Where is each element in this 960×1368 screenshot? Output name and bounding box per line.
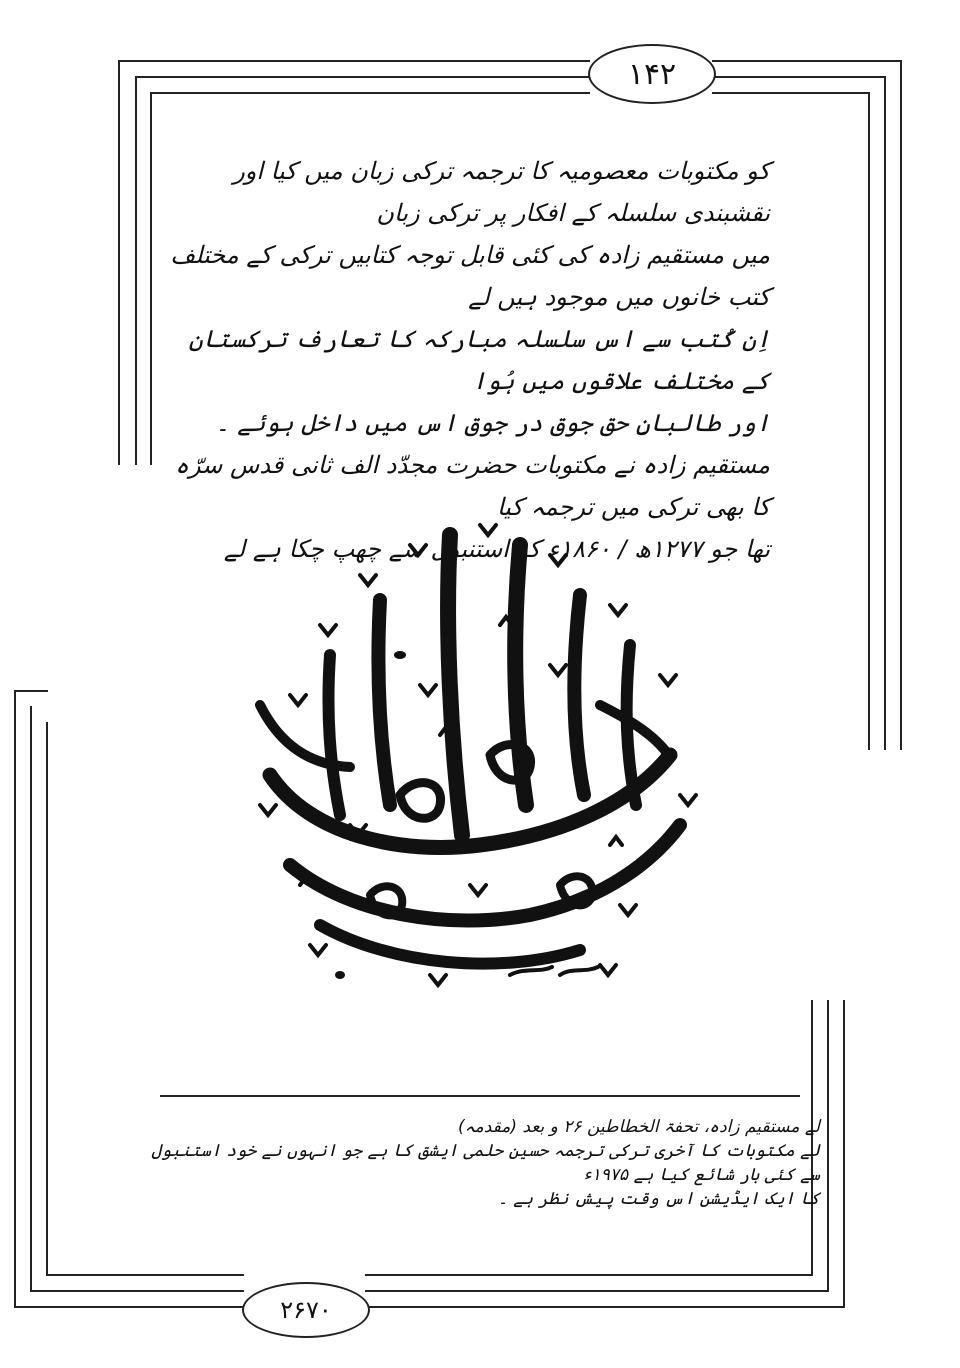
footnote-line: کا ایک ایڈیشن اس وقت پیش نظر ہے ۔ bbox=[497, 1189, 820, 1209]
frame-bottom-right-h2 bbox=[365, 1290, 829, 1292]
frame-left-v3 bbox=[150, 92, 152, 465]
page-number-bottom-text: ۲۶۷۰ bbox=[280, 1296, 332, 1324]
frame-bottom-h2 bbox=[30, 1290, 244, 1292]
frame-top-left-h3 bbox=[150, 92, 590, 94]
frame-top-left-h1 bbox=[118, 60, 590, 62]
frame-top-right-h2 bbox=[712, 76, 886, 78]
frame-left-lower-v2 bbox=[30, 706, 32, 1292]
body-line: اِن کُتب سے اس سلسلہ مبارکہ کا تعارف ترکستان کے مختلف علاقوں میں ہُوا bbox=[188, 325, 770, 395]
footnote-line: لے مستقیم زادہ، تحفۃ الخطاطین ۲۶ و بعد (مقدمہ) bbox=[458, 1117, 820, 1137]
frame-left-v1 bbox=[118, 60, 120, 465]
frame-bottom-right-h1 bbox=[365, 1306, 845, 1308]
frame-bottom-h1 bbox=[14, 1306, 244, 1308]
footnote-rule bbox=[160, 1095, 800, 1097]
body-line: میں مستقیم زادہ کی کئی قابل توجہ کتابیں ترکی کے مختلف کتب خانوں میں موجود ہیں لے bbox=[170, 241, 770, 311]
body-line: تھا جو ۱۲۷۷ھ / ۱۸۶۰ء کو استنبول سے چھپ چکا ہے لے bbox=[223, 535, 770, 563]
frame-right-v3 bbox=[868, 92, 870, 750]
footnote-line: لے مکتوبات کا آخری ترکی ترجمہ حسین حلمی ایشق کا ہے جو انہوں نے خود استنبول سے کئی بار شائع کیا ہے ۱۹۷۵ء bbox=[151, 1141, 820, 1185]
frame-top-right-h3 bbox=[712, 92, 870, 94]
frame-left-lower-h-top1 bbox=[14, 690, 48, 692]
frame-top-right-h1 bbox=[712, 60, 902, 62]
page-number-top-text: ۱۴۲ bbox=[627, 56, 677, 92]
frame-right-lower-v1 bbox=[843, 1000, 845, 1308]
calligraphy-roundel bbox=[200, 505, 740, 1025]
page-number-top bbox=[588, 44, 716, 104]
frame-left-lower-v1 bbox=[14, 690, 16, 1308]
frame-right-v1 bbox=[900, 60, 902, 750]
frame-right-v2 bbox=[884, 76, 886, 750]
frame-right-lower-v2 bbox=[827, 1000, 829, 1292]
page-number-bottom bbox=[242, 1282, 370, 1338]
frame-left-v2 bbox=[135, 76, 137, 465]
frame-bottom-h3 bbox=[46, 1274, 244, 1276]
body-line: کو مکتوبات معصومیہ کا ترجمہ ترکی زبان میں کیا اور نقشبندی سلسلہ کے افکار پر ترکی زبان bbox=[233, 157, 770, 227]
frame-bottom-right-h3 bbox=[365, 1274, 813, 1276]
footnotes bbox=[150, 1115, 820, 1211]
body-line: مستقیم زادہ نے مکتوبات حضرت مجدّد الف ثانی قدس سرّہ کا بھی ترکی میں ترجمہ کیا bbox=[174, 451, 770, 521]
frame-top-left-h2 bbox=[135, 76, 590, 78]
frame-left-lower-v3 bbox=[46, 722, 48, 1276]
body-line: اور طالبانِ حق جوق در جوق اس میں داخل ہوئے ۔ bbox=[215, 409, 770, 437]
